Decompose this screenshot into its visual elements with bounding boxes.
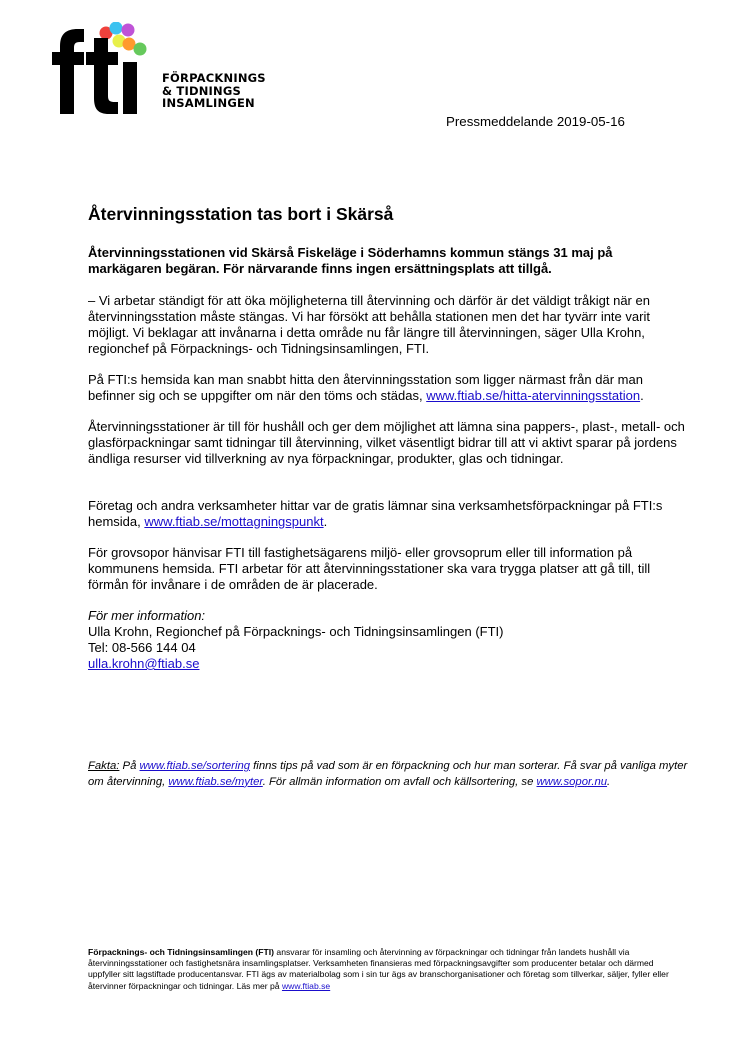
fakta-text-2: finns tips på vad som är en förpackning och hur man sorterar. Få svar på vanliga myter om återvinning, — [88, 760, 688, 788]
link-hitta-atervinningsstation[interactable]: www.ftiab.se/hitta-atervinningsstation — [426, 388, 641, 403]
contact-phone: Tel: 08-566 144 04 — [88, 640, 196, 655]
link-mottagningspunkt[interactable]: www.ftiab.se/mottagningspunkt — [144, 514, 324, 529]
press-release-date: Pressmeddelande 2019-05-16 — [446, 114, 625, 129]
contact-heading: För mer information: — [88, 608, 206, 623]
link-sopor[interactable]: www.sopor.nu — [536, 775, 608, 788]
paragraph-stations: Återvinningsstationer är till för hushåll och ger dem möjlighet att lämna sina pappers-, plast-, metall- och glasförpackningar samt tidningar till återvinning, vilket väsentligt bidrar till att vi aktivt sparar på jordens ändliga resurser vid tillverkning av nya förpackningar, produkter, glas och tidningar. — [88, 419, 685, 466]
logo-dot-green — [134, 43, 147, 56]
link-myter[interactable]: www.ftiab.se/myter — [168, 775, 263, 788]
contact-email-link[interactable]: ulla.krohn@ftiab.se — [88, 656, 200, 671]
contact-name: Ulla Krohn, Regionchef på Förpacknings- och Tidningsinsamlingen (FTI) — [88, 624, 504, 639]
fakta-text-3: . För allmän information om avfall och källsortering, se — [262, 775, 537, 788]
fakta-box — [88, 759, 688, 790]
quote-paragraph: – Vi arbetar ständigt för att öka möjligheterna till återvinning och därför är det väldigt tråkigt när en återvinningsstation måste stängas. Vi har försökt att behålla stationen men det har tyvärr inte varit möjligt. Vi beklagar att invånarna i detta område nu får längre till återvinningen, säger Ulla Krohn, regionchef på Förpacknings- och Tidningsinsamlingen, FTI. — [88, 293, 650, 356]
footer — [88, 947, 688, 992]
logo-line-1: FÖRPACKNINGS — [162, 71, 266, 85]
logo-dot-purple — [122, 24, 135, 37]
paragraph-text: Företag och andra verksamheter hittar var de gratis lämnar sina verksamhetsförpackningar på FTI:s hemsida, — [88, 498, 663, 529]
fti-logo — [48, 22, 288, 122]
paragraph-website — [88, 372, 688, 404]
footer-link[interactable]: www.ftiab.se — [281, 980, 331, 991]
paragraph-end: . — [640, 388, 644, 403]
footer-org: Förpacknings- och Tidningsinsamlingen (FTI) — [88, 947, 275, 957]
lead-paragraph: Återvinningsstationen vid Skärså Fiskeläge i Söderhamns kommun stängs 31 maj på markägaren begäran. För närvarande finns ingen ersättningsplats att tillgå. — [88, 245, 613, 276]
logo-letter-f — [52, 29, 84, 114]
logo-letter-t — [86, 38, 118, 114]
fti-logo-mark — [48, 22, 158, 117]
fakta-text-1: På — [119, 760, 140, 772]
logo-letter-i — [123, 62, 137, 114]
fakta-label: Fakta: — [88, 760, 120, 772]
footer-text: ansvarar för insamling och återvinning av förpackningar och tidningar från landets hushåll via återvinningsstationer och fastighetsnära insamlingsplatser. Verksamheten finansieras med förpackningsavgifter som producenter betalar och därmed uppfyller sitt lagstiftade producentansvar. FTI ägs av materialbolag som i sin tur ägs av branschorganisationer och företag som tillverkar, säljer, fyller eller återvinner förpackningar och tidningar. Läs mer på — [88, 947, 669, 991]
logo-line-2: & TIDNINGS — [162, 83, 241, 98]
link-sortering[interactable]: www.ftiab.se/sortering — [139, 760, 251, 772]
paragraph-bulky-waste: För grovsopor hänvisar FTI till fastighetsägarens miljö- eller grovsoprum eller till information på kommunens hemsida. FTI arbetar för att återvinningsstationer ska vara trygga platser att gå till, till förmån för invånare i de områden de är placerade. — [88, 545, 651, 592]
page-title: Återvinningsstation tas bort i Skärså — [88, 204, 394, 224]
contact-block — [88, 608, 688, 672]
logo-text — [162, 72, 266, 110]
fakta-text-4: . — [607, 775, 611, 788]
paragraph-companies — [88, 498, 688, 530]
paragraph-end: . — [323, 514, 328, 529]
logo-line-3: INSAMLINGEN — [162, 96, 255, 110]
paragraph-text: På FTI:s hemsida kan man snabbt hitta den återvinningsstation som ligger närmast från där man befinner sig och se uppgifter om när den töms och städas, — [88, 372, 643, 403]
logo-dot-blue — [110, 22, 123, 35]
